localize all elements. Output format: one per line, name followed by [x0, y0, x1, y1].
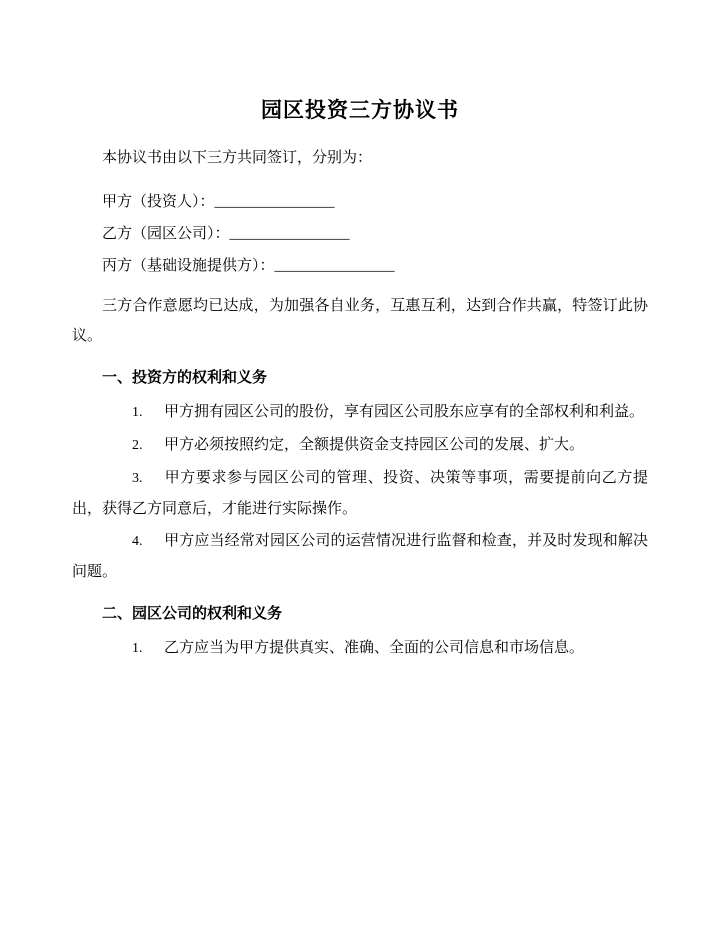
list-item-text: 乙方应当为甲方提供真实、准确、全面的公司信息和市场信息。 [164, 640, 585, 657]
list-item [72, 463, 648, 524]
party-label-2: 乙方（园区公司）： [102, 226, 230, 243]
party-label-3: 丙方（基础设施提供方）： [102, 258, 275, 275]
list-item [72, 430, 648, 461]
list-item-text: 甲方应当经常对园区公司的运营情况进行监督和检查，并及时发现和解决问题。 [72, 533, 648, 581]
party-blank-2: ________________ [229, 226, 350, 243]
list-item-number: 1. [132, 405, 143, 421]
party-line-2 [72, 219, 648, 249]
section-heading-1: 一、投资方的权利和义务 [102, 369, 268, 387]
list-item-text: 甲方拥有园区公司的股份，享有园区公司股东应享有的全部权利和利益。 [164, 404, 645, 421]
party-line-3 [72, 251, 648, 281]
list-item [72, 397, 648, 428]
party-label-1: 甲方（投资人）： [102, 194, 215, 211]
party-blank-1: ________________ [214, 194, 335, 211]
list-item [72, 633, 648, 664]
list-item-number: 1. [132, 641, 143, 657]
preamble-paragraph: 三方合作意愿均已达成，为加强各自业务，互惠互利，达到合作共赢，特签订此协议。 [72, 298, 648, 345]
list-item-text: 甲方必须按照约定，全额提供资金支持园区公司的发展、扩大。 [164, 437, 585, 454]
spacer [72, 179, 648, 187]
list-item [72, 526, 648, 587]
list-item-text: 甲方要求参与园区公司的管理、投资、决策等事项，需要提前向乙方提出，获得乙方同意后，才能进行实际操作。 [72, 470, 648, 518]
spacer [72, 283, 648, 291]
party-blank-3: ________________ [274, 258, 395, 275]
list-item-number: 3. [132, 471, 143, 487]
section-heading-2: 二、园区公司的权利和义务 [102, 605, 283, 623]
list-item-number: 4. [132, 534, 143, 550]
page-title: 园区投资三方协议书 [261, 99, 459, 122]
intro-paragraph: 本协议书由以下三方共同签订，分别为： [102, 150, 373, 167]
list-item-number: 2. [132, 438, 143, 454]
party-line-1 [72, 187, 648, 217]
